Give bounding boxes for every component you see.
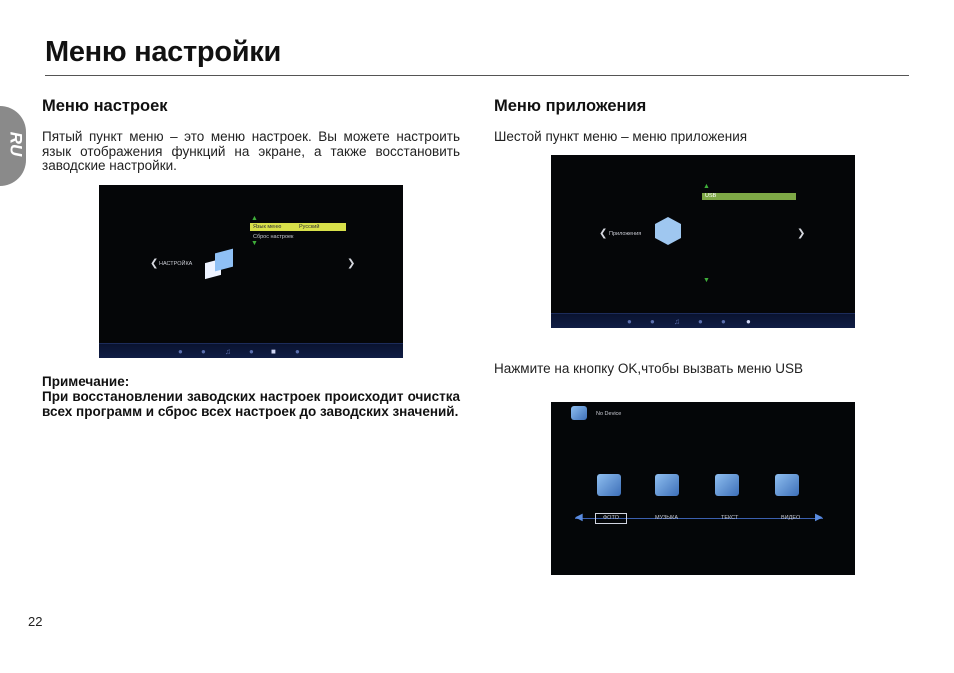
page-title: Меню настройки bbox=[45, 36, 281, 68]
clock-icon: ● bbox=[698, 317, 703, 326]
text-icon bbox=[715, 474, 739, 496]
music-icon: ♫ bbox=[225, 347, 231, 356]
music-icon bbox=[655, 474, 679, 496]
settings-category-label: НАСТРОЙКА bbox=[159, 261, 193, 267]
language-value: Русский bbox=[299, 224, 320, 230]
applications-intro-text: Шестой пункт меню – меню приложения bbox=[494, 129, 748, 144]
applications-category-label: Приложения bbox=[609, 231, 642, 237]
tab-photo: ФОТО bbox=[603, 515, 619, 521]
settings-icon bbox=[203, 249, 233, 279]
up-arrow-icon: ▲ bbox=[703, 183, 710, 190]
tv-bottom-bar bbox=[551, 313, 855, 328]
applications-screen-image bbox=[551, 155, 855, 328]
settings-intro-text: Пятый пункт меню – это меню настроек. Вы можете настроить язык отображения функций на экране, а также восстановить заводские настройки. bbox=[42, 129, 460, 173]
video-icon bbox=[775, 474, 799, 496]
title-divider bbox=[45, 75, 909, 76]
settings-menu-heading: Меню настроек bbox=[42, 97, 168, 115]
tv-icon: ● bbox=[201, 347, 206, 356]
reset-settings-label: Сброс настроек bbox=[253, 234, 294, 240]
settings-active-icon: ■ bbox=[271, 347, 276, 356]
no-device-label: No Device bbox=[596, 411, 622, 417]
tab-video: ВИДЕО bbox=[781, 515, 801, 521]
language-tab bbox=[0, 106, 26, 186]
tv-icon: ● bbox=[178, 347, 183, 356]
usb-label: USB bbox=[705, 193, 717, 199]
arrow-left-icon: ◀ bbox=[575, 512, 583, 523]
up-arrow-icon: ▲ bbox=[251, 215, 258, 222]
tab-text: ТЕКСТ bbox=[721, 515, 739, 521]
settings-icon: ● bbox=[721, 317, 726, 326]
chevron-right-icon: ❯ bbox=[347, 258, 356, 269]
language-tab-label: RU bbox=[6, 131, 26, 157]
app-active-icon: ● bbox=[746, 317, 751, 326]
language-label: Язык меню bbox=[253, 224, 282, 230]
usb-instruction-text: Нажмите на кнопку OK,чтобы вызвать меню USB bbox=[494, 361, 804, 376]
settings-screen-image bbox=[99, 185, 403, 358]
usb-screen-image bbox=[551, 402, 855, 575]
arrow-right-icon: ▶ bbox=[815, 512, 823, 523]
music-icon: ♫ bbox=[674, 317, 680, 326]
clock-icon: ● bbox=[249, 347, 254, 356]
device-icon bbox=[571, 406, 587, 420]
chevron-left-icon: ❮ bbox=[150, 258, 159, 269]
tv-icon: ● bbox=[650, 317, 655, 326]
note-title: Примечание: bbox=[42, 374, 130, 389]
photo-icon bbox=[597, 474, 621, 496]
app-icon: ● bbox=[295, 347, 300, 356]
applications-cube-icon bbox=[655, 217, 681, 245]
note-text: При восстановлении заводских настроек происходит очистка всех программ и сброс всех настроек до заводских значений. bbox=[42, 389, 460, 419]
applications-menu-heading: Меню приложения bbox=[494, 97, 647, 115]
down-arrow-icon: ▼ bbox=[251, 240, 258, 247]
tv-icon: ● bbox=[627, 317, 632, 326]
chevron-left-icon: ❮ bbox=[599, 228, 608, 239]
tab-music: МУЗЫКА bbox=[655, 515, 679, 521]
down-arrow-icon: ▼ bbox=[703, 277, 710, 284]
chevron-right-icon: ❯ bbox=[797, 228, 806, 239]
page-number: 22 bbox=[28, 614, 43, 629]
